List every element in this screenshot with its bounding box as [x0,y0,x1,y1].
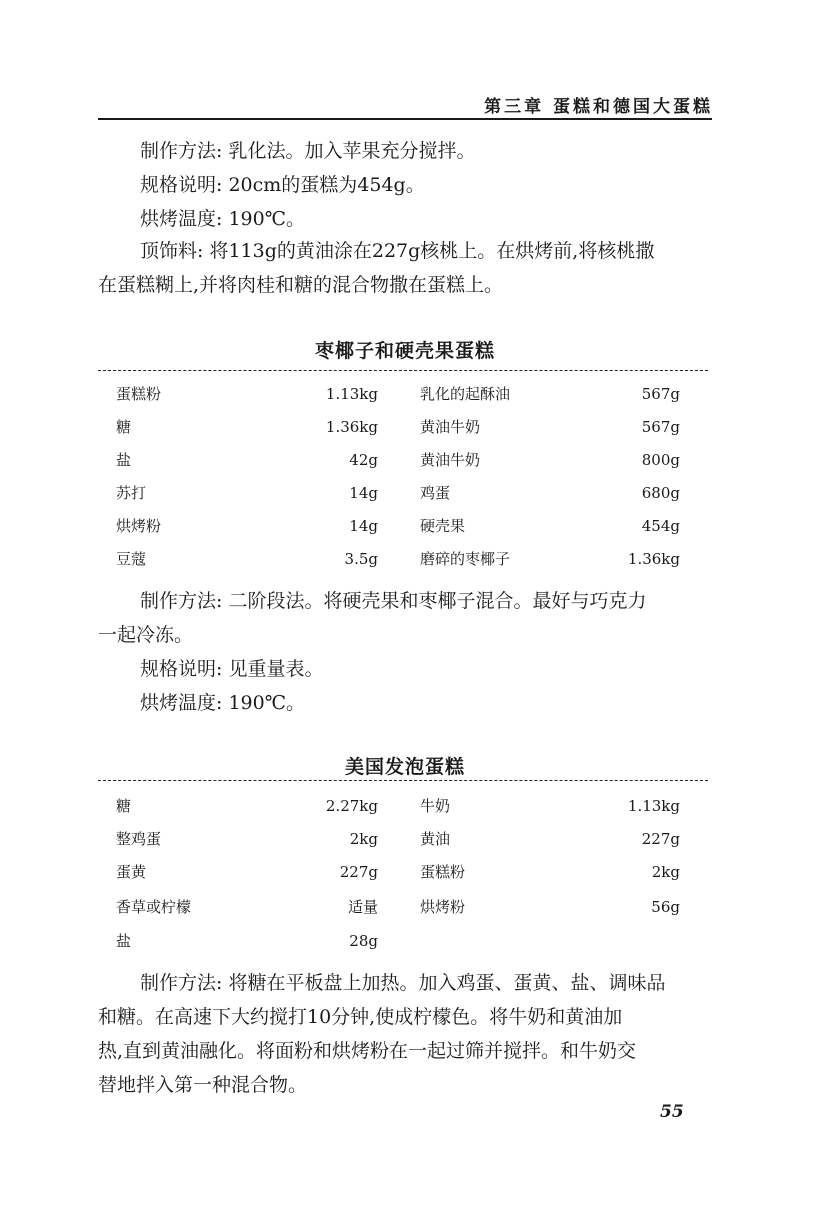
ingredient-name: 盐 [116,451,132,469]
top-spec: 规格说明: 20cm的蛋糕为454g。 [140,174,425,196]
ingredient-name: 整鸡蛋 [116,830,162,848]
ingredient-name: 苏打 [116,484,147,502]
top-topping-line-2: 在蛋糕糊上,并将肉桂和糖的混合物撒在蛋糕上。 [98,274,504,296]
section2-method-line-1: 制作方法: 将糖在平板盘上加热。加入鸡蛋、蛋黄、盐、调味品 [140,972,666,994]
ingredient-name: 蛋糕粉 [116,385,162,403]
ingredient-name: 乳化的起酥油 [420,385,511,403]
ingredient-name: 盐 [116,932,132,950]
ingredient-name: 烘烤粉 [420,898,466,916]
ingredient-name: 黄油 [420,830,451,848]
section1-temp: 烘烤温度: 190℃。 [140,692,305,714]
ingredient-amount: 800g [641,451,680,469]
ingredient-name: 黄油牛奶 [420,451,481,469]
ingredient-amount: 56g [651,898,680,916]
section2-method-line-4: 替地拌入第一种混合物。 [98,1074,308,1096]
ingredient-name: 蛋糕粉 [420,863,466,881]
section1-spec: 规格说明: 见重量表。 [140,658,324,680]
ingredient-amount: 3.5g [344,550,378,568]
section1-method-line-2: 一起冷冻。 [98,624,194,646]
top-temp: 烘烤温度: 190℃。 [140,208,305,230]
ingredient-amount: 567g [641,385,680,403]
header-rule [98,118,712,120]
section2-rule [98,780,708,781]
ingredient-amount: 454g [641,517,680,535]
section2-title: 美国发泡蛋糕 [344,756,465,778]
ingredient-amount: 227g [641,830,680,848]
ingredient-amount: 1.13kg [325,385,378,403]
chapter-header: 第三章 蛋糕和德国大蛋糕 [484,97,713,117]
ingredient-amount: 227g [339,863,378,881]
top-method: 制作方法: 乳化法。加入苹果充分搅拌。 [140,140,476,162]
ingredient-name: 豆蔻 [116,550,147,568]
ingredient-name: 牛奶 [420,797,451,815]
ingredient-name: 糖 [116,418,132,436]
top-topping-line-1: 顶饰料: 将113g的黄油涂在227g核桃上。在烘烤前,将核桃撒 [140,240,655,262]
section2-method-line-2: 和糖。在高速下大约搅打10分钟,使成柠檬色。将牛奶和黄油加 [98,1006,623,1028]
ingredient-amount: 567g [641,418,680,436]
ingredient-amount: 14g [349,517,378,535]
ingredient-amount: 2kg [651,863,680,881]
ingredient-name: 磨碎的枣椰子 [420,550,511,568]
ingredient-name: 香草或柠檬 [116,898,192,916]
section1-rule [98,370,708,371]
ingredient-amount: 1.36kg [627,550,680,568]
ingredient-amount: 1.36kg [325,418,378,436]
section2-method-line-3: 热,直到黄油融化。将面粉和烘烤粉在一起过筛并搅拌。和牛奶交 [98,1040,637,1062]
ingredient-amount: 28g [349,932,378,950]
page-number: 55 [660,1102,684,1122]
ingredient-name: 蛋黄 [116,863,147,881]
ingredient-name: 硬壳果 [420,517,466,535]
section1-title: 枣椰子和硬壳果蛋糕 [314,340,495,362]
ingredient-name: 鸡蛋 [420,484,451,502]
ingredient-amount: 1.13kg [627,797,680,815]
ingredient-name: 烘烤粉 [116,517,162,535]
ingredient-amount: 2.27kg [325,797,378,815]
ingredient-amount: 14g [349,484,378,502]
ingredient-name: 糖 [116,797,132,815]
section1-method-line-1: 制作方法: 二阶段法。将硬壳果和枣椰子混合。最好与巧克力 [140,590,647,612]
ingredient-amount: 42g [349,451,378,469]
ingredient-name: 黄油牛奶 [420,418,481,436]
ingredient-amount: 680g [641,484,680,502]
ingredient-amount: 2kg [349,830,378,848]
ingredient-amount: 适量 [347,898,378,916]
